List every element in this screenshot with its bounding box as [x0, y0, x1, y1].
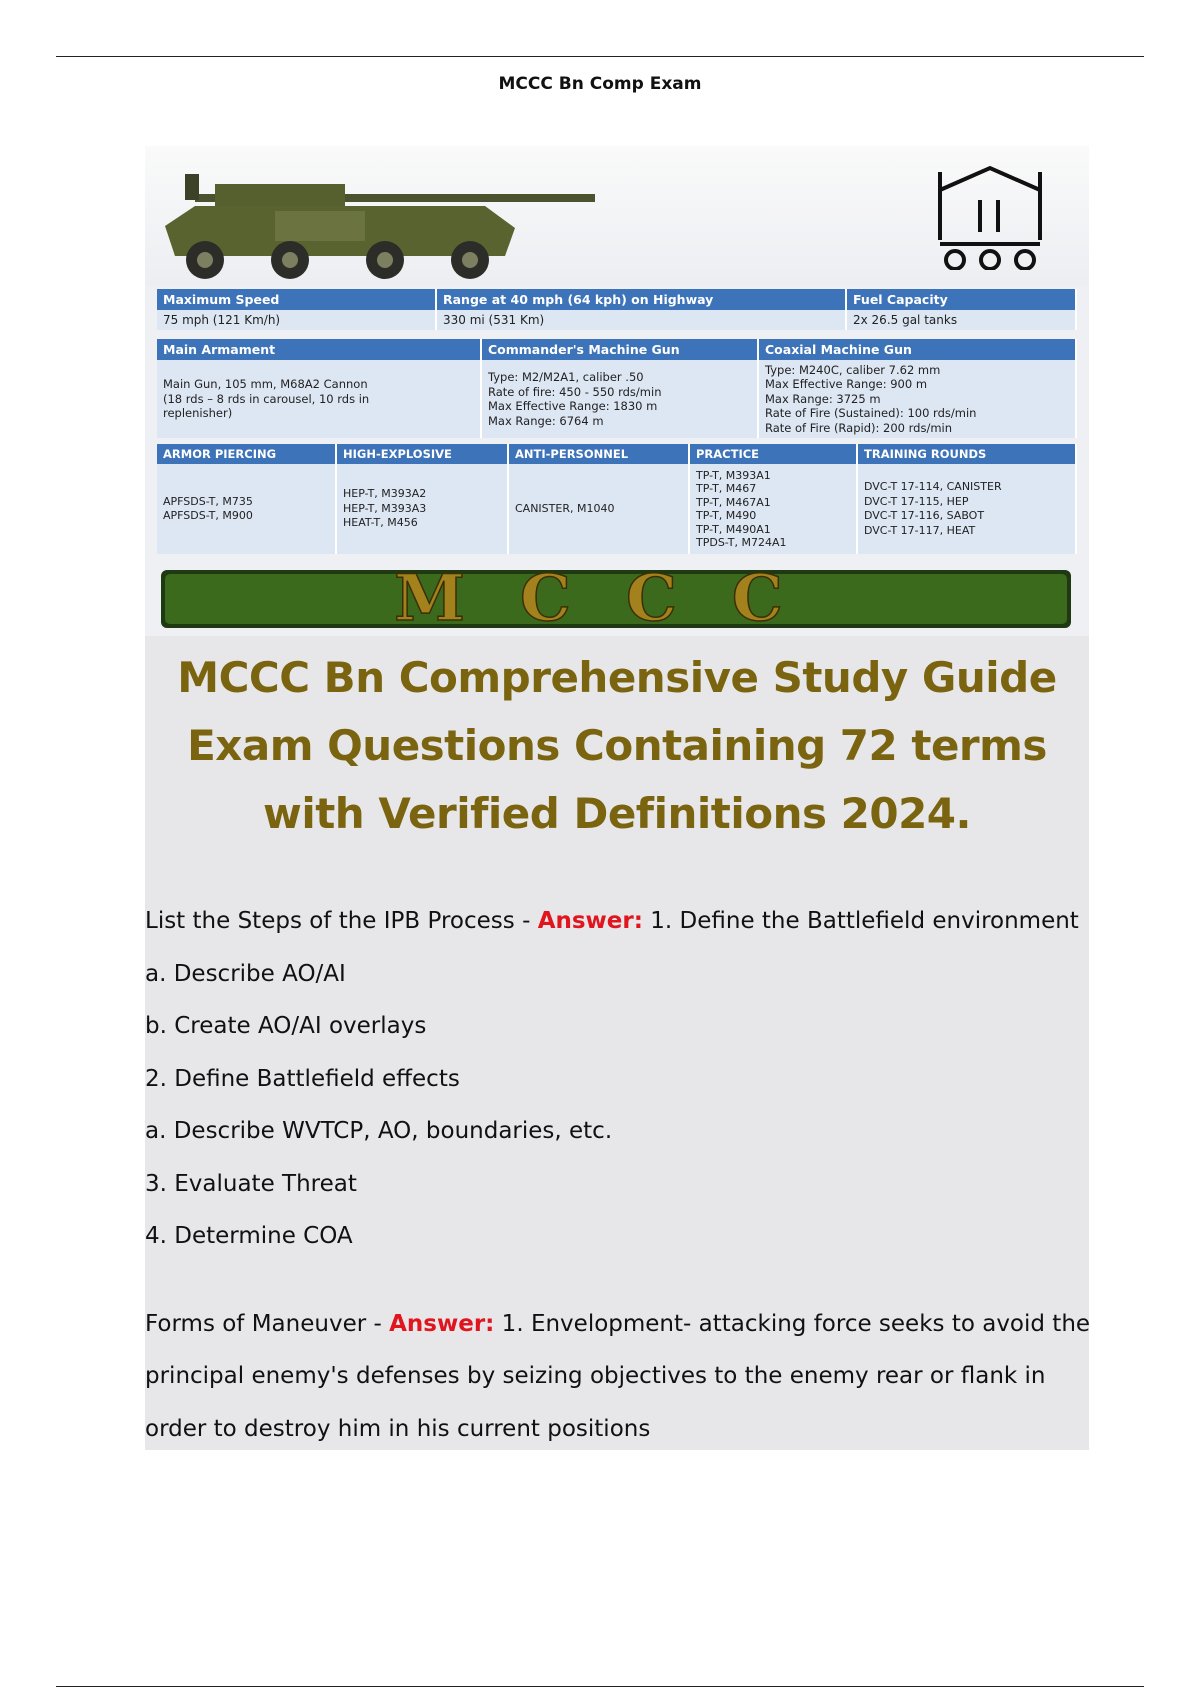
spec-table-ammunition: [157, 444, 1077, 554]
spec-value: 330 mi (531 Km): [437, 310, 847, 330]
mccc-banner-text: MCCC: [394, 566, 838, 632]
study-guide-body: [145, 895, 1105, 1455]
spec-header: Range at 40 mph (64 kph) on Highway: [437, 289, 847, 310]
spec-value: CANISTER, M1040: [509, 464, 690, 554]
answer-line: 3. Evaluate Threat: [145, 1170, 357, 1197]
spec-value: TP-T, M393A1 TP-T, M467 TP-T, M467A1 TP-T, M490 TP-T, M490A1 TPDS-T, M724A1: [690, 464, 858, 554]
answer-text: 1. Envelopment- attacking force seeks to avoid the: [494, 1310, 1091, 1337]
answer-label: Answer:: [537, 908, 643, 934]
title-line: with Verified Definitions 2024.: [263, 789, 971, 838]
answer-label: Answer:: [389, 1310, 495, 1337]
answer-line: principal enemy's defenses by seizing objectives to the enemy rear or flank in: [145, 1363, 1046, 1389]
page-header-title: MCCC Bn Comp Exam: [498, 74, 702, 94]
spec-header: Maximum Speed: [157, 289, 437, 310]
spec-header: ANTI-PERSONNEL: [509, 444, 690, 464]
spec-value: DVC-T 17-114, CANISTER DVC-T 17-115, HEP DVC-T 17-116, SABOT DVC-T 17-117, HEAT: [858, 464, 1077, 554]
answer-line: a. Describe AO/AI: [145, 960, 346, 987]
answer-text: 1. Define the Battlefield environment: [642, 908, 1079, 934]
armored-vehicle-image: [155, 156, 615, 286]
question-text: Forms of Maneuver -: [145, 1310, 390, 1337]
spec-value: Type: M240C, caliber 7.62 mm Max Effective Range: 900 m Max Range: 3725 m Rate of Fire (Sustained): 100 rds/min Rate of Fire (Rapid): 200 rds/min: [759, 360, 1077, 438]
answer-line: order to destroy him in his current positions: [145, 1415, 651, 1442]
title-line: Exam Questions Containing 72 terms: [187, 721, 1047, 770]
spec-table-performance: [157, 289, 1077, 330]
spec-header: PRACTICE: [690, 444, 858, 464]
spec-value: 75 mph (121 Km/h): [157, 310, 437, 330]
spec-header: Commander's Machine Gun: [482, 339, 759, 360]
spec-value: HEP-T, M393A2 HEP-T, M393A3 HEAT-T, M456: [337, 464, 509, 554]
spec-header: HIGH-EXPLOSIVE: [337, 444, 509, 464]
answer-line: a. Describe WVTCP, AO, boundaries, etc.: [145, 1118, 613, 1144]
answer-line: 4. Determine COA: [145, 1223, 353, 1249]
vehicle-spec-infographic: [145, 146, 1089, 636]
title-line: MCCC Bn Comprehensive Study Guide: [177, 653, 1057, 702]
question-line: [145, 1298, 1105, 1351]
spec-value: APFSDS-T, M735 APFSDS-T, M900: [157, 464, 337, 554]
spec-header: Coaxial Machine Gun: [759, 339, 1077, 360]
spec-header: Main Armament: [157, 339, 482, 360]
document-title: [145, 644, 1089, 848]
spec-value: Type: M2/M2A1, caliber .50 Rate of fire: 450 - 550 rds/min Max Effective Range: 1830 m Max Range: 6764 m: [482, 360, 759, 438]
footer-rule: [56, 1686, 1144, 1687]
answer-line: 2. Define Battlefield effects: [145, 1065, 460, 1092]
spec-header: ARMOR PIERCING: [157, 444, 337, 464]
unit-emblem-icon: [930, 160, 1050, 270]
spec-table-armament: [157, 339, 1077, 438]
question-text: List the Steps of the IPB Process -: [145, 908, 538, 934]
mccc-logo-banner: [161, 566, 1071, 632]
spec-value: Main Gun, 105 mm, M68A2 Cannon (18 rds – 8 rds in carousel, 10 rds in replenisher): [157, 360, 482, 438]
question-line: [145, 895, 1105, 948]
spec-value: 2x 26.5 gal tanks: [847, 310, 1077, 330]
spec-header: TRAINING ROUNDS: [858, 444, 1077, 464]
answer-line: b. Create AO/AI overlays: [145, 1013, 427, 1039]
vehicle-image-area: [145, 146, 1089, 286]
spec-header: Fuel Capacity: [847, 289, 1077, 310]
header-rule: [56, 56, 1144, 57]
